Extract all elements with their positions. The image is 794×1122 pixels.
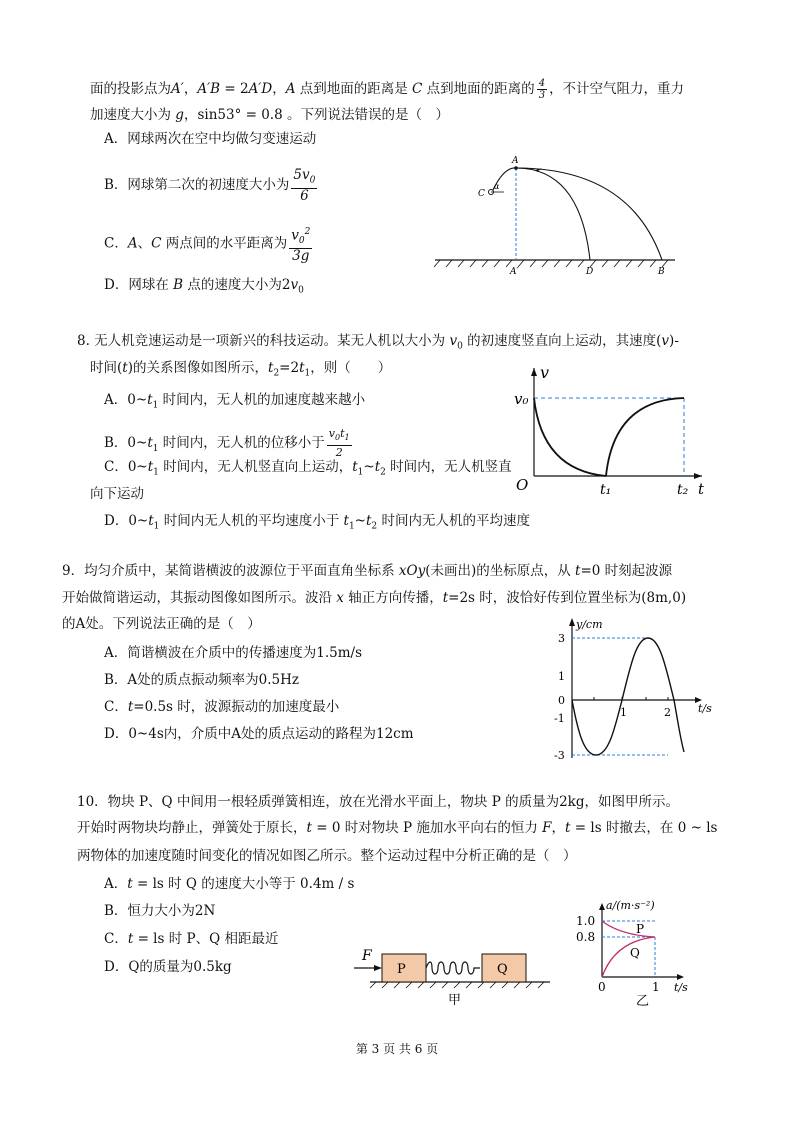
q8-label-origin: O: [516, 476, 529, 494]
q7-path-to-d: [516, 168, 590, 260]
q9-tick-x2: 2: [664, 706, 671, 719]
q8-option-c2: 向下运动: [90, 486, 144, 502]
q7-option-d: D．网球在 B 点的速度大小为$2v_0$: [104, 277, 304, 296]
q10-caption-jia: 甲: [448, 993, 462, 1008]
q9-tick-1: 1: [558, 670, 565, 683]
page-footer: 第 3 页 共 6 页: [355, 1042, 439, 1056]
q10-label-q: Q: [497, 962, 508, 977]
q7-option-a: A．网球两次在空中均做匀变速运动: [104, 131, 317, 147]
q7-option-c: C．A、C 两点间的水平距离为 $\frac{v_0^2}{3g}$: [104, 227, 311, 265]
q8-option-b: B．$0\sim t_1$ 时间内，无人机的位移小于 $\frac{v_0t_1}{2}$: [104, 427, 350, 460]
q9-option-d: D．0~4s内，介质中A处的质点运动的路程为12cm: [104, 726, 414, 742]
q10-line2: 开始时两物块均静止，弹簧处于原长，t = 0 时对物块 P 施加水平向右的恒力 F，t = ls 时撤去，在 0 ~ ls: [77, 820, 718, 836]
q10-line3: 两物体的加速度随时间变化的情况如图乙所示。整个运动过程中分析正确的是（ ）: [77, 848, 577, 864]
q10-label-p: P: [397, 962, 406, 977]
q8-option-c1: C．$0\sim t_1$ 时间内，无人机竖直向上运动，$t_1\sim t_2$ 时间内，无人机竖直: [104, 459, 512, 478]
q10-axis-a: a/(m·s⁻²): [606, 899, 655, 912]
q7-label-alpha: α: [494, 182, 500, 191]
q7-label-b: B: [658, 267, 665, 277]
q8-label-v0: v₀: [514, 390, 529, 408]
q9-line2: 开始做简谐运动，其振动图像如图所示。波沿 x 轴正方向传播，t=2s 时，波恰好传到位置坐标为(8m,0): [62, 590, 687, 606]
q10-tick-x0: 0: [598, 980, 606, 994]
q7-point-a: [514, 166, 518, 170]
q10-option-c: C．t = ls 时 P、Q 相距最近: [104, 931, 279, 947]
q9-option-b: B．A处的质点振动频率为0.5Hz: [104, 672, 300, 688]
q9-tick-minus3: -3: [554, 749, 565, 762]
q8-curve-increasing: [606, 398, 684, 476]
q10-axis-t: t/s: [674, 981, 688, 994]
q10-tick-x1: 1: [652, 980, 660, 994]
q10-label-force: F: [362, 948, 372, 964]
q8-label-t2: t₂: [677, 482, 689, 498]
q8-option-a: A．$0\sim t_1$ 时间内，无人机的加速度越来越小: [104, 392, 366, 411]
q9-line1: 9．均匀介质中，某简谐横波的波源位于平面直角坐标系 xOy(未画出)的坐标原点，从 t=0 时刻起波源: [62, 563, 673, 579]
q8-curve-decreasing: [534, 398, 606, 476]
q8-axis-t: t: [698, 480, 705, 498]
q8-line1: 8. 无人机竞速运动是一项新兴的科技运动。某无人机以大小为 $v_0$ 的初速度竖直向上运动，其速度(v)-: [77, 333, 679, 352]
q10-tick-1-0: 1.0: [576, 914, 596, 928]
q10-caption-yi: 乙: [636, 994, 650, 1009]
q9-option-c: C．t=0.5s 时，波源振动的加速度最小: [104, 699, 340, 715]
q7-trajectory-figure: [430, 150, 680, 280]
q10-option-b: B．恒力大小为2N: [104, 903, 216, 919]
q7-line2: 加速度大小为 g，sin53° = 0.8 。下列说法错误的是（ ）: [90, 107, 449, 123]
q8-line2: 时间(t)的关系图像如图所示，$t_2=2t_1$，则（ ）: [90, 360, 392, 379]
q10-tick-0-8: 0.8: [576, 930, 596, 944]
q7-option-b: B．网球第二次的初速度大小为 $\frac{5v_0}{6}$: [104, 167, 316, 204]
q9-tick-minus1: -1: [554, 712, 565, 725]
q9-line3: 的A处。下列说法正确的是（ ）: [62, 616, 261, 632]
q8-option-d: D．$0\sim t_1$ 时间内无人机的平均速度小于 $t_1\sim t_2$ 时间内无人机的平均速度: [104, 513, 530, 532]
q10-option-a: A．t = ls 时 Q 的速度大小等于 0.4m / s: [104, 876, 355, 892]
q7-label-a: A: [512, 156, 519, 166]
q9-tick-x1: 1: [620, 706, 627, 719]
q10-curve-p: [602, 921, 655, 937]
q9-vibration-graph: [548, 612, 718, 764]
q10-line1: 10．物块 P、Q 中间用一根轻质弹簧相连，放在光滑水平面上，物块 P 的质量为2kg，如图甲所示。: [77, 794, 679, 810]
q9-axis-x: t/s: [698, 702, 712, 715]
q9-tick-0: 0: [558, 694, 565, 707]
q7-line1: 面的投影点为A′，A′B = 2A′D，A 点到地面的距离是 C 点到地面的距离的 $\frac{4}{3}$ ，不计空气阻力，重力: [90, 78, 685, 101]
q10-curve-label-p: P: [636, 922, 645, 936]
q10-curve-q: [602, 937, 655, 977]
q10-spring: [426, 962, 480, 974]
q9-sine-curve: [572, 638, 684, 755]
q7-path-to-b: [516, 168, 662, 260]
q10-curve-label-q: Q: [630, 946, 640, 960]
q7-label-d: D: [586, 267, 594, 277]
q7-label-a-prime: A′: [510, 267, 519, 277]
q10-figure-jia: [350, 940, 560, 1010]
q10-option-d: D．Q的质量为0.5kg: [104, 959, 232, 975]
q9-option-a: A．简谐横波在介质中的传播速度为1.5m/s: [104, 645, 362, 661]
q8-velocity-graph: [510, 360, 710, 500]
q7-label-c: C: [478, 189, 485, 199]
q8-axis-v: v: [540, 363, 550, 382]
q9-tick-3: 3: [558, 632, 565, 645]
q10-figure-yi: [570, 895, 700, 1010]
q9-axis-y: y/cm: [576, 618, 603, 631]
q8-label-t1: t₁: [600, 482, 612, 498]
